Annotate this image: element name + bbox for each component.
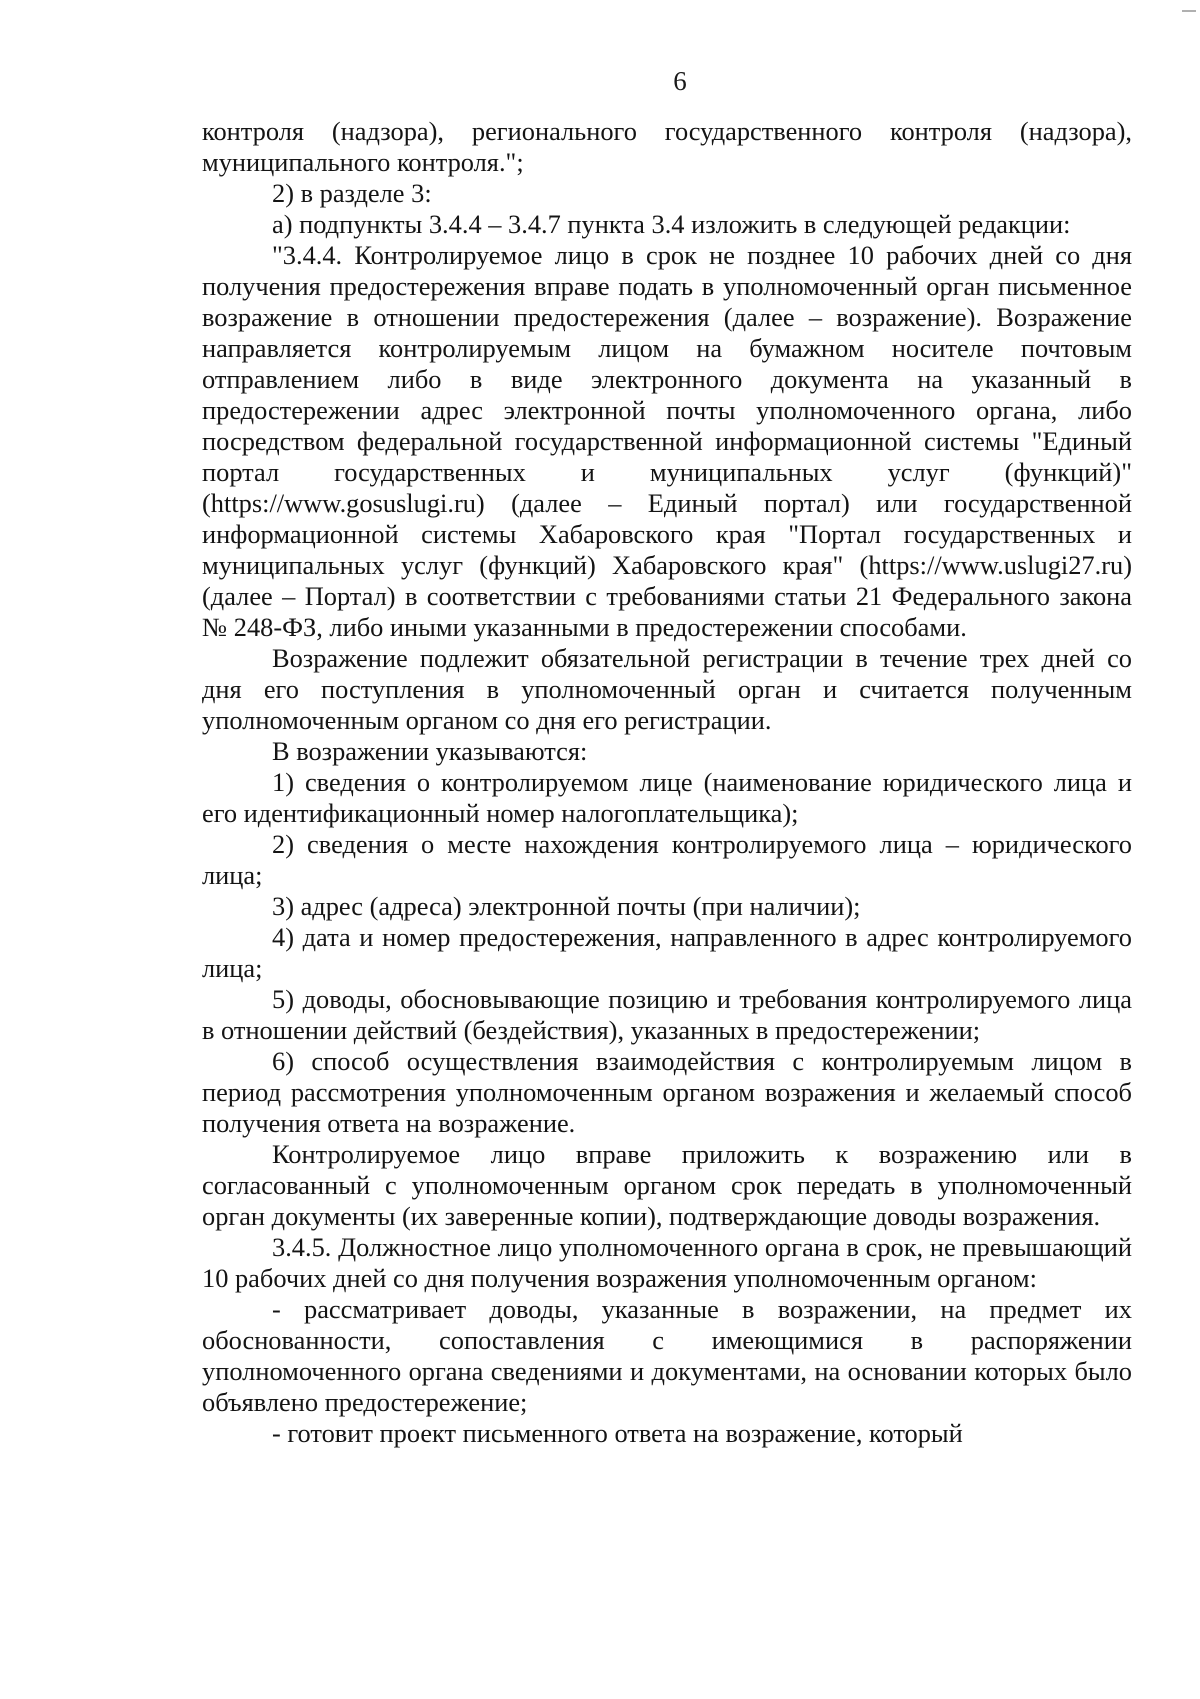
page-number: 6	[673, 66, 687, 96]
paragraph-registration: Возражение подлежит обязательной регистрации в течение трех дней со дня его поступления в уполномоченный орган и считается полученным уполномоченным органом со дня его регистрации.	[202, 643, 1132, 735]
list-item-2: 2) сведения о месте нахождения контролируемого лица – юридического лица;	[202, 829, 1132, 890]
list-item-4: 4) дата и номер предостережения, направленного в адрес контролируемого лица;	[202, 922, 1132, 983]
paragraph-3-4-4: "3.4.4. Контролируемое лицо в срок не позднее 10 рабочих дней со дня получения предостережения вправе подать в уполномоченный орган письменное возражение в отношении предостережения (далее – возражение). Возражение направляется контролируемым лицом на бумажном носителе почтовым отправлением либо в виде электронного документа на указанный в предостережении адрес электронной почты уполномоченного органа, либо посредством федеральной государственной информационной системы "Единый портал государственных и муниципальных услуг (функций)" (https://www.gosuslugi.ru) (далее – Единый портал) или государственной информационной системы Хабаровского края "Портал государственных и муниципальных услуг (функций) Хабаровского края" (https://www.uslugi27.ru) (далее – Портал) в соответствии с требованиями статьи 21 Федерального закона № 248-ФЗ, либо иными указанными в предостережении способами.	[202, 240, 1132, 642]
scan-edge-mark	[1182, 10, 1196, 12]
list-item-1: 1) сведения о контролируемом лице (наименование юридического лица и его идентификационный номер налогоплательщика);	[202, 767, 1132, 828]
paragraph-section-3: 2) в разделе 3:	[272, 178, 432, 208]
paragraph-continuation: контроля (надзора), регионального государственного контроля (надзора), муниципального контроля.";	[202, 116, 1132, 177]
paragraph-attachments: Контролируемое лицо вправе приложить к возражению или в согласованный с уполномоченным органом срок передать в уполномоченный орган документы (их заверенные копии), подтверждающие доводы возражения.	[202, 1139, 1132, 1231]
paragraph-subitems-amendment: а) подпункты 3.4.4 – 3.4.7 пункта 3.4 изложить в следующей редакции:	[272, 209, 1071, 239]
list-item-5: 5) доводы, обосновывающие позицию и требования контролируемого лица в отношении действий (бездействия), указанных в предостережении;	[202, 984, 1132, 1045]
paragraph-objection-contents: В возражении указываются:	[272, 736, 588, 766]
paragraph-3-4-5: 3.4.5. Должностное лицо уполномоченного органа в срок, не превышающий 10 рабочих дней со дня получения возражения уполномоченным органом:	[202, 1232, 1132, 1293]
dash-item-prepares: - готовит проект письменного ответа на возражение, который	[272, 1418, 963, 1448]
list-item-3: 3) адрес (адреса) электронной почты (при наличии);	[272, 891, 861, 921]
document-body	[202, 116, 1132, 1449]
dash-item-considers: - рассматривает доводы, указанные в возражении, на предмет их обоснованности, сопоставления с имеющимися в распоряжении уполномоченного органа сведениями и документами, на основании которых было объявлено предостережение;	[202, 1294, 1132, 1417]
list-item-6: 6) способ осуществления взаимодействия с контролируемым лицом в период рассмотрения уполномоченным органом возражения и желаемый способ получения ответа на возражение.	[202, 1046, 1132, 1138]
